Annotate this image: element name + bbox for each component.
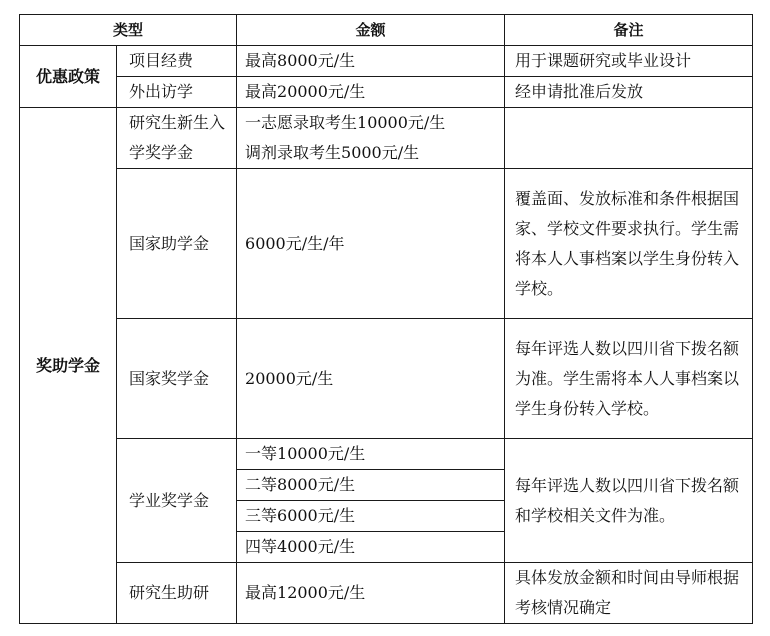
category-cell: 奖助学金 bbox=[20, 108, 117, 624]
item-amount: 6000元/生/年 bbox=[237, 169, 505, 319]
table-row bbox=[20, 77, 753, 108]
item-note: 用于课题研究或毕业设计 bbox=[505, 46, 753, 77]
item-amount bbox=[237, 108, 505, 169]
item-note: 具体发放金额和时间由导师根据考核情况确定 bbox=[505, 563, 753, 624]
table-row bbox=[20, 46, 753, 77]
item-note: 每年评选人数以四川省下拨名额为准。学生需将本人人事档案以学生身份转入学校。 bbox=[505, 319, 753, 439]
item-amount: 三等6000元/生 bbox=[237, 501, 505, 532]
table-row bbox=[20, 319, 753, 439]
item-name: 国家助学金 bbox=[117, 169, 237, 319]
item-amount: 一等10000元/生 bbox=[237, 439, 505, 470]
item-amount: 最高20000元/生 bbox=[237, 77, 505, 108]
policy-table bbox=[19, 14, 753, 624]
header-amount: 金额 bbox=[237, 15, 505, 46]
amount-line: 一志愿录取考生10000元/生 bbox=[245, 113, 446, 132]
item-amount: 最高12000元/生 bbox=[237, 563, 505, 624]
header-note: 备注 bbox=[505, 15, 753, 46]
table-row bbox=[20, 563, 753, 624]
item-note: 经申请批准后发放 bbox=[505, 77, 753, 108]
item-amount: 二等8000元/生 bbox=[237, 470, 505, 501]
amount-line: 调剂录取考生5000元/生 bbox=[245, 143, 420, 162]
table-row bbox=[20, 108, 753, 169]
item-note: 覆盖面、发放标准和条件根据国家、学校文件要求执行。学生需将本人人事档案以学生身份转入学校。 bbox=[505, 169, 753, 319]
table-row bbox=[20, 169, 753, 319]
table-header-row bbox=[20, 15, 753, 46]
header-type: 类型 bbox=[20, 15, 237, 46]
item-note bbox=[505, 108, 753, 169]
item-name: 研究生新生入学奖学金 bbox=[117, 108, 237, 169]
table-row bbox=[20, 439, 753, 470]
item-amount: 最高8000元/生 bbox=[237, 46, 505, 77]
item-amount: 20000元/生 bbox=[237, 319, 505, 439]
category-cell: 优惠政策 bbox=[20, 46, 117, 108]
item-amount: 四等4000元/生 bbox=[237, 532, 505, 563]
item-name: 学业奖学金 bbox=[117, 439, 237, 563]
item-name: 研究生助研 bbox=[117, 563, 237, 624]
item-note: 每年评选人数以四川省下拨名额和学校相关文件为准。 bbox=[505, 439, 753, 563]
item-name: 项目经费 bbox=[117, 46, 237, 77]
item-name: 外出访学 bbox=[117, 77, 237, 108]
item-name: 国家奖学金 bbox=[117, 319, 237, 439]
